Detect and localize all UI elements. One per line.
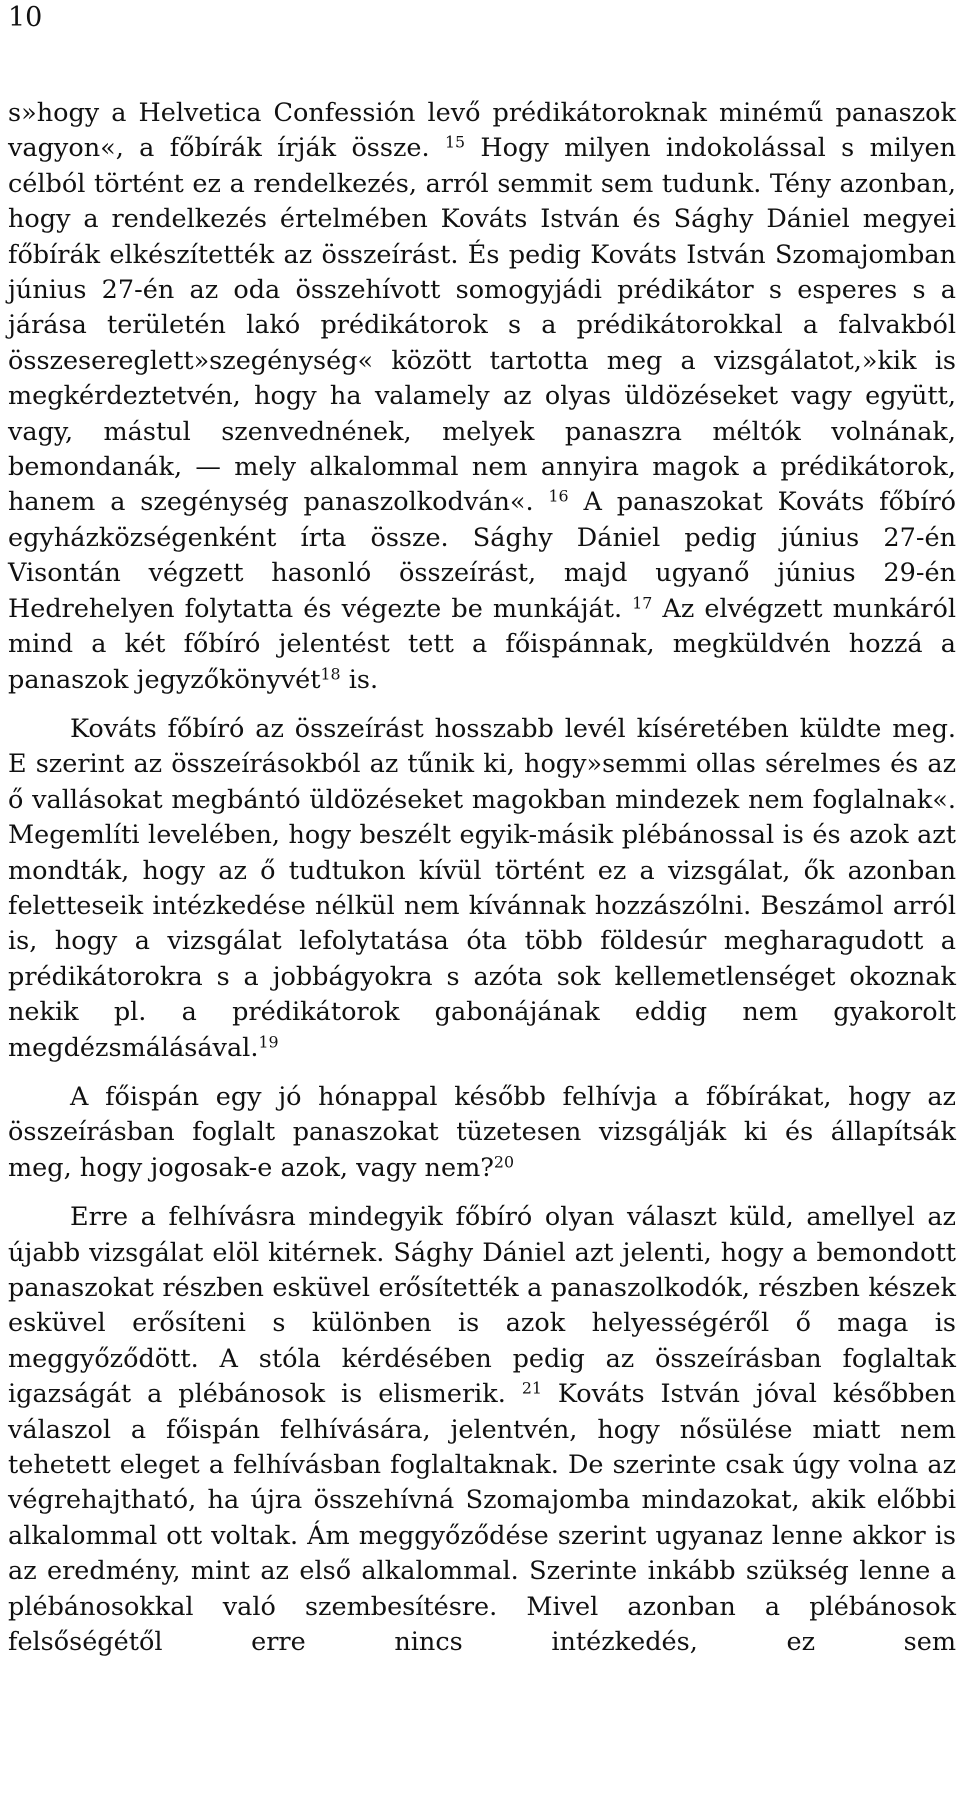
footnote-ref: 20	[493, 1152, 515, 1172]
footnote-ref: 16	[548, 486, 569, 506]
footnote-ref: 19	[258, 1031, 279, 1051]
text-run: A panaszokat Kováts főbíró egyházközségenként írta össze. Sághy Dániel pedig június 27-én Visontán végzett hasonló összeírást, majd ugyanő június 29-én Hedrehelyen folytatta és végezte be munkáját.	[8, 487, 956, 624]
text-run: Erre a felhívásra mindegyik főbíró olyan választ küld, amellyel az újabb vizsgálat elöl kitérnek. Sághy Dániel azt jelenti, hogy a bemondott panaszokat részben esküvel erősítették a panaszolkodók, részben készek esküvel erősíteni s különben is azok helyességéről ő maga is meggyőződött. A stóla kérdésében pedig az összeírásban foglaltak igazságát a plébánosok is elismerik.	[8, 1202, 956, 1410]
paragraph	[8, 1200, 956, 1660]
text-run: is.	[340, 664, 379, 695]
text-run: Kováts István jóval későbben válaszol a főispán felhívására, jelentvén, hogy nősülése miatt nem tehetett eleget a felhívásban foglaltaknak. De szerinte csak úgy volna az végrehajtható, ha újra összehívná Szomajomba mindazokat, akik előbbi alkalommal ott voltak. Ám meggyőződése szerint ugyanaz lenne akkor is az eredmény, mint az első alkalommal. Szerinte inkább szükség lenne a plébánosokkal való szembesítésre. Mivel azonban a plébánosok felsőségétől erre nincs intézkedés, ez sem	[8, 1379, 956, 1658]
text-run: s»hogy a Helvetica Confessión levő prédikátoroknak minémű panaszok vagyon«, a főbírák írják össze.	[8, 98, 956, 164]
page-number: 10	[8, 2, 43, 33]
footnote-ref: 21	[521, 1378, 542, 1398]
paragraph	[8, 1080, 956, 1186]
text-run: Az elvégzett munkáról mind a két főbíró jelentést tett a főispánnak, megküldvén hozzá a panaszok jegyzőkönyvét	[8, 593, 957, 695]
paragraph	[8, 712, 956, 1066]
footnote-ref: 15	[444, 132, 466, 152]
footnote-ref: 18	[320, 663, 341, 683]
page-body-text	[8, 96, 956, 1660]
text-run: A főispán egy jó hónappal később felhívja a főbírákat, hogy az összeírásban foglalt panaszokat tüzetesen vizsgálják ki és állapítsák meg, hogy jogosak-e azok, vagy nem?	[8, 1081, 956, 1183]
text-run: Kováts főbíró az összeírást hosszabb levél kíséretében küldte meg. E szerint az összeírásokból az tűnik ki, hogy»semmi ollas sérelmes és az ő vallásokat megbántó üldözéseket magokban mindezek nem foglalnak«. Megemlíti levelében, hogy beszélt egyik-másik plébánossal is és azok azt mondták, hogy az ő tudtukon kívül történt ez a vizsgálat, ők azonban feletteseik intézkedése nélkül nem kívánnak hozzászólni. Beszámol arról is, hogy a vizsgálat lefolytatása óta több földesúr megharagudott a prédikátorokra s a jobbágyokra s azóta sok kellemetlenséget okoznak nekik pl. a prédikátorok gabonájának eddig nem gyakorolt megdézsmálásával.	[8, 713, 956, 1063]
text-run: Hogy milyen indokolással s milyen célból történt ez a rendelkezés, arról semmit sem tudunk. Tény azonban, hogy a rendelkezés értelmében Kováts István és Sághy Dániel megyei főbírák elkészítették az összeírást. És pedig Kováts István Szomajomban június 27-én az oda összehívott somogyjádi prédikátor s esperes s a járása területén lakó prédikátorok s a prédikátorokkal a falvakból összesereglett»szegénység« között tartotta meg a vizsgálatot,»kik is megkérdeztetvén, hogy ha valamely az olyas üldözéseket vagy együtt, vagy, mástul szenvednének, melyek panaszra méltók volnának, bemondanák, — mely alkalommal nem annyira magok a prédikátorok, hanem a szegénység panaszolkodván«.	[8, 133, 956, 518]
paragraph	[8, 96, 956, 698]
footnote-ref: 17	[632, 593, 653, 612]
